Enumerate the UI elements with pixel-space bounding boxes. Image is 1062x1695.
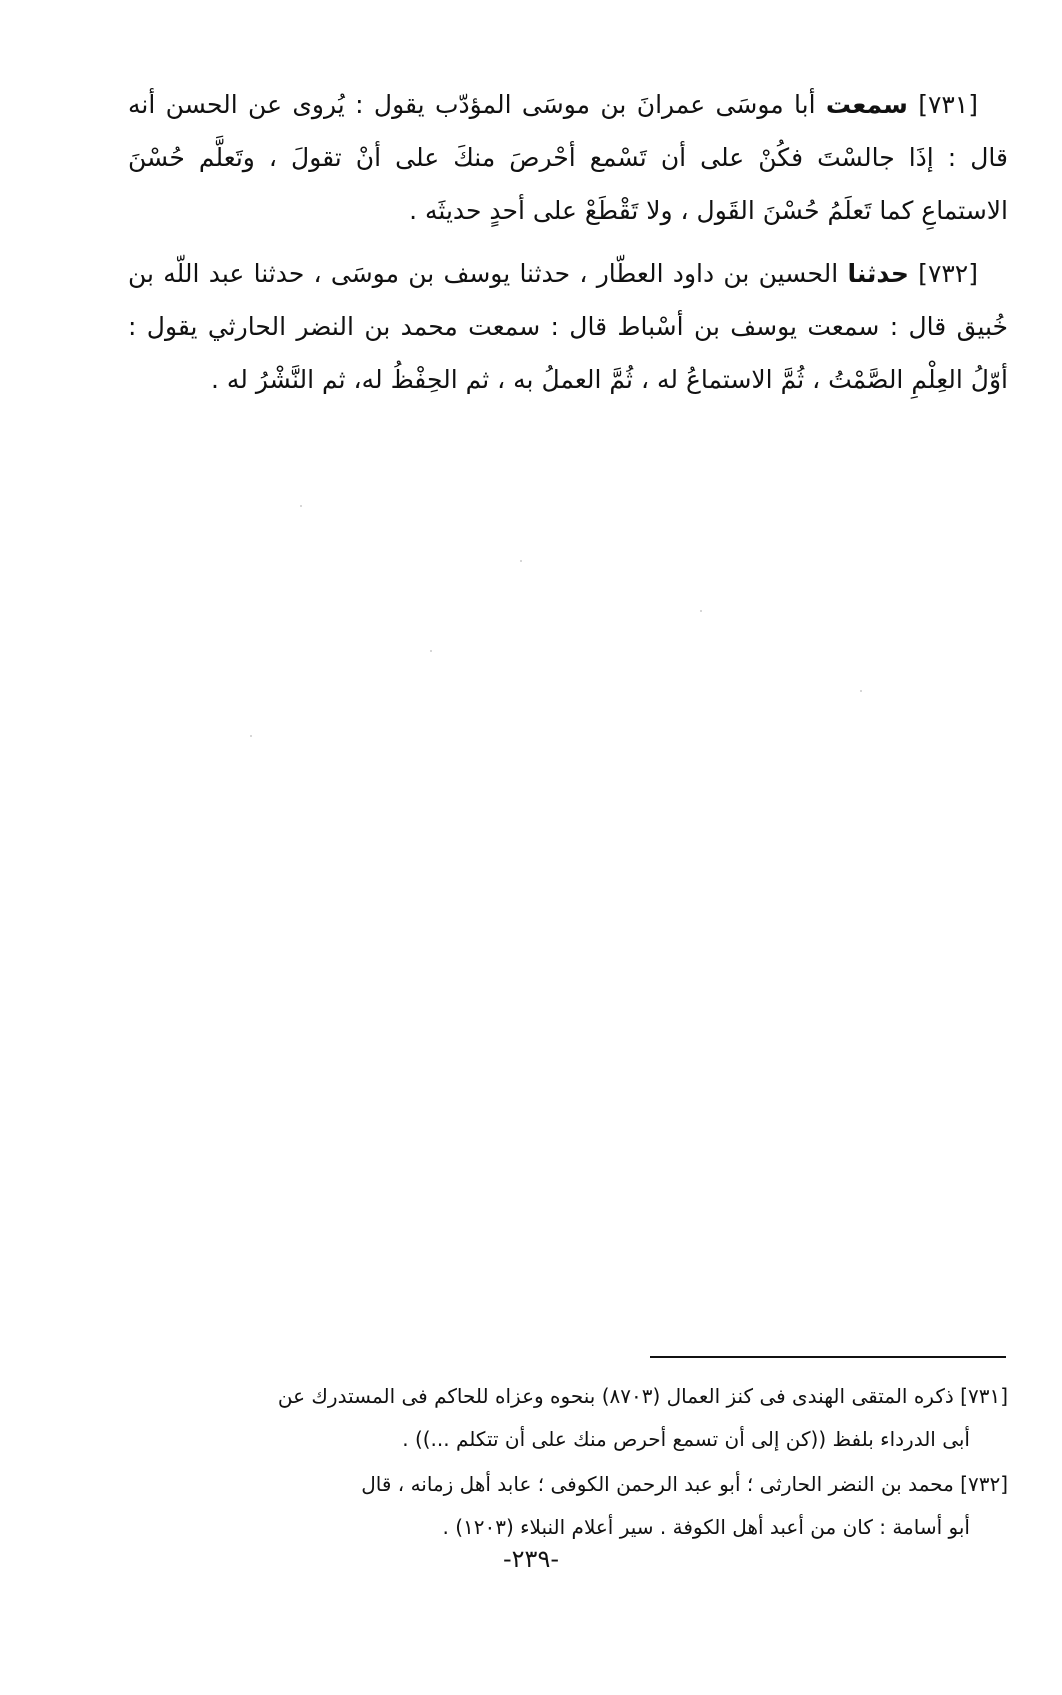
footnote-continuation: أبو أسامة : كان من أعبد أهل الكوفة . سير أعلام النبلاء (١٢٠٣) .	[442, 1515, 970, 1539]
footnote-first-line	[122, 1463, 1008, 1506]
scan-speck	[430, 650, 432, 652]
scan-speck	[700, 610, 702, 612]
footnote-number: [٧٣٢]	[960, 1472, 1008, 1496]
paragraph-lead-word: سمعت	[825, 90, 908, 119]
paragraph-text: أبا موسَى عمرانَ بن موسَى المؤدّب يقول : يُروى عن الحسن أنه قال : إذَا جالسْتَ فكُنْ على أن تَسْمع أحْرصَ منكَ على أنْ تقولَ ، وتَعلَّم حُسْنَ الاستماعِ كما تَعلَمُ حُسْنَ القَول ، ولا تَقْطَعْ على أحدٍ حديثَه .	[128, 90, 1008, 225]
paragraph-text: الحسين بن داود العطّار ، حدثنا يوسف بن موسَى ، حدثنا عبد اللّه بن خُبيق قال : سمعت يوسف بن أسْباط قال : سمعت محمد بن النضر الحارثي يقول : أوّلُ العِلْمِ الصَّمْتُ ، ثُمَّ الاستماعُ له ، ثُمَّ العملُ به ، ثم الحِفْظُ له، ثم النَّشْرُ له .	[128, 259, 1008, 394]
footnote-732	[122, 1463, 1008, 1549]
paragraph-number: [٧٣٢]	[918, 259, 978, 288]
footnote-731	[122, 1375, 1008, 1461]
footnote-separator	[650, 1356, 1006, 1358]
footnotes-block	[122, 1375, 1008, 1551]
footnote-text: ذكره المتقى الهندى فى كنز العمال (٨٧٠٣) بنحوه وعزاه للحاكم فى المستدرك عن	[277, 1384, 954, 1408]
page-number: -٢٣٩-	[502, 1545, 559, 1573]
footnote-continuation: أبى الدرداء بلفظ ((كن إلى أن تسمع أحرص منك على أن تتكلم ...)) .	[402, 1427, 970, 1451]
paragraph-number: [٧٣١]	[918, 90, 979, 119]
paragraph-731	[128, 78, 1008, 237]
paragraph-lead-word: حدثنا	[847, 259, 909, 288]
scan-speck	[300, 505, 302, 507]
footnote-number: [٧٣١]	[960, 1384, 1008, 1408]
scan-speck	[250, 735, 252, 737]
scan-speck	[520, 560, 522, 562]
paragraph-732	[128, 247, 1008, 406]
main-text-block	[128, 78, 1008, 416]
footnote-text: محمد بن النضر الحارثى ؛ أبو عبد الرحمن الكوفى ؛ عابد أهل زمانه ، قال	[361, 1472, 954, 1496]
footnote-first-line	[122, 1375, 1008, 1418]
scan-speck	[860, 690, 862, 692]
